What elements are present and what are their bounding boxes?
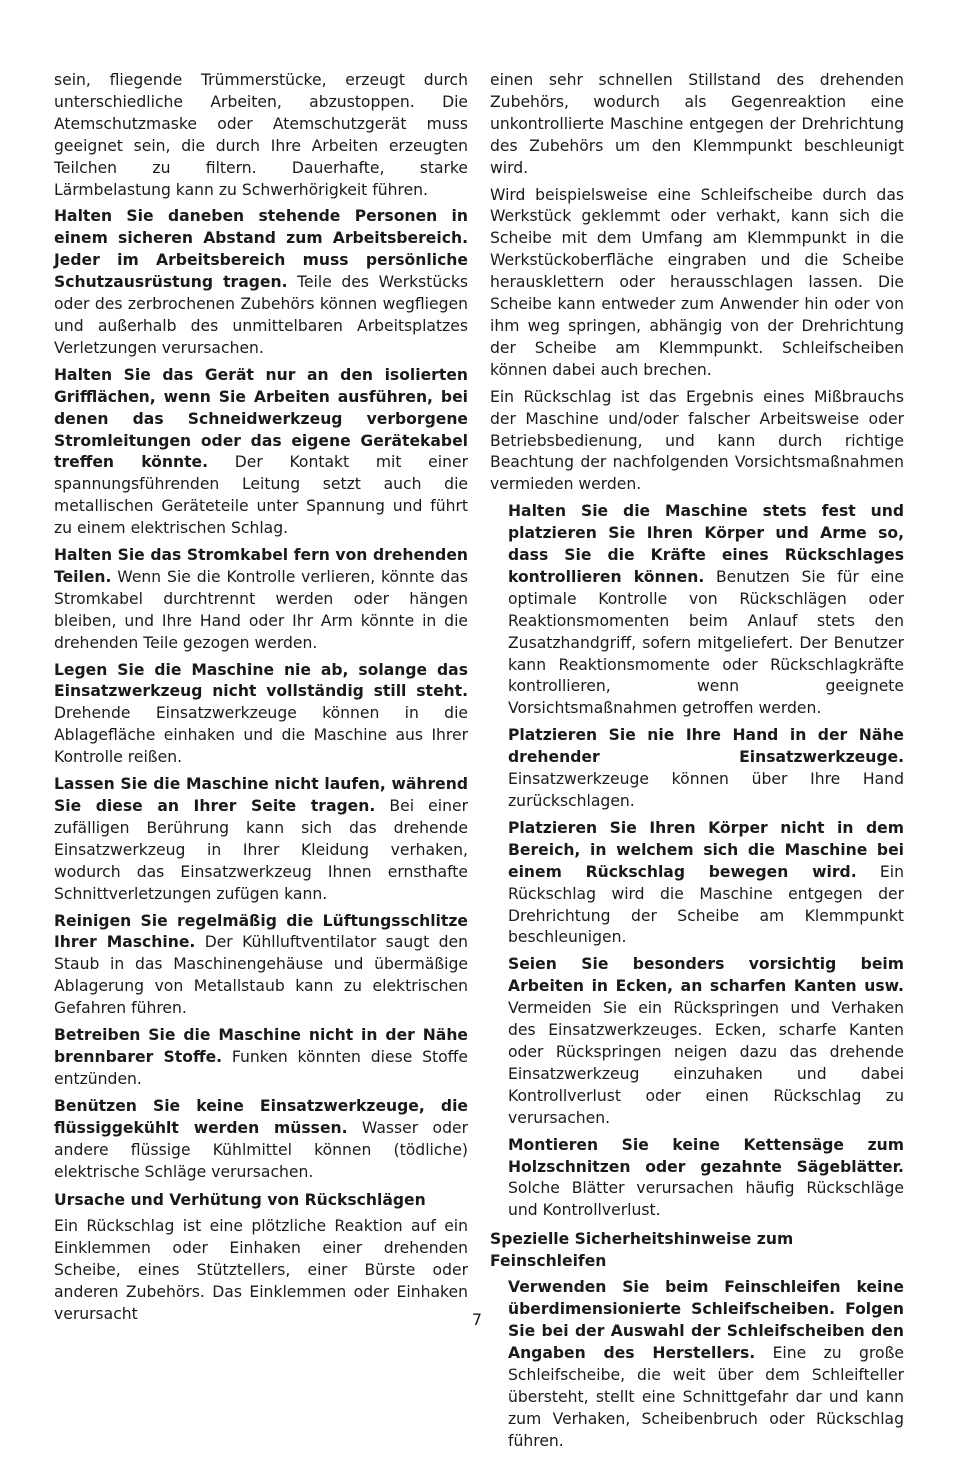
item-text: Benutzen Sie für eine optimale Kontrolle von Rückschlägen oder Reaktionsmomenten beim Anlauf stets den Zusatzhandgriff, sofern mitgeliefert. Der Benutzer kann Reaktionsmomente oder Rückschlagkräfte kontrollieren, wenn geeignete Vorsichtsmaßnahmen getroffen werden.: [508, 567, 904, 718]
list-item: [54, 911, 468, 1021]
bold-lead: Halten Sie daneben stehende Personen in einem sicheren Abstand zum Arbeitsbereich. Jeder im Arbeitsbereich muss persönliche Schutzausrüstung tragen.: [54, 207, 468, 292]
item-text: Wasser oder andere flüssige Kühlmittel können (tödliche) elektrische Schläge verursachen.: [54, 1118, 468, 1181]
list-item: [490, 725, 904, 813]
paragraph: Ein Rückschlag ist das Ergebnis eines Mißbrauchs der Maschine und/oder falscher Arbeitsweise oder Betriebsbedienung, und kann durch richtige Beachtung der nachfolgenden Vorsichtsmaßnahmen vermieden werden.: [490, 387, 904, 494]
bold-lead: Reinigen Sie regelmäßig die Lüftungsschlitze Ihrer Maschine.: [54, 911, 468, 952]
left-column: [54, 70, 468, 1331]
list-item: [490, 1135, 904, 1223]
list-item: [54, 1096, 468, 1184]
paragraph: einen sehr schnellen Stillstand des drehenden Zubehörs, wodurch als Gegenreaktion eine unkontrollierte Maschine entgegen der Drehrichtung des Zubehörs um den Klemmpunkt beschleunigt wird.: [490, 71, 904, 177]
bold-lead: Platzieren Sie Ihren Körper nicht in dem Bereich, in welchem sich die Maschine bei einem Rückschlag bewegen wird.: [508, 818, 904, 881]
list-item: [54, 365, 468, 540]
page-number: 7: [471, 1310, 483, 1329]
section-heading: Ursache und Verhütung von Rückschlägen: [54, 1191, 426, 1210]
bold-lead: Betreiben Sie die Maschine nicht in der Nähe brennbarer Stoffe.: [54, 1026, 468, 1066]
bold-lead: Platzieren Sie nie Ihre Hand in der Nähe drehender Einsatzwerkzeuge.: [508, 726, 904, 767]
item-text: Drehende Einsatzwerkzeuge können in die Ablagefläche einhaken und die Maschine aus Ihrer Kontrolle reißen.: [54, 704, 468, 767]
list-item: [54, 1025, 468, 1091]
right-column: [490, 70, 904, 1457]
paragraph: Wird beispielsweise eine Schleifscheibe durch das Werkstück geklemmt oder verhakt, kann sich die Scheibe mit dem Umfang am Klemmpunkt in die Werkstückoberfläche eingraben und die Scheibe herausklettern oder herausschlagen lassen. Die Scheibe kann entweder zum Anwender hin oder von ihm weg springen, abhängig von der Drehrichtung der Scheibe am Klemmpunkt. Schleifscheiben können dabei auch brechen.: [490, 185, 904, 379]
list-item: [54, 206, 468, 359]
bold-lead: Halten Sie das Stromkabel fern von drehenden Teilen.: [54, 546, 468, 586]
list-item: [54, 774, 468, 905]
item-text: Solche Blätter verursachen häufig Rückschläge und Kontrollverlust.: [508, 1179, 904, 1220]
list-item: [490, 501, 904, 720]
section-heading: Spezielle Sicherheitshinweise zum Feinschleifen: [490, 1230, 794, 1271]
list-item: [490, 1277, 904, 1452]
item-text: Der Kühlluftventilator saugt den Staub in das Maschinengehäuse und übermäßige Ablagerung von Metallstaub kann zu elektrischen Gefahren führen.: [54, 933, 468, 1018]
item-text: Teile des Werkstücks oder des zerbrochenen Zubehörs können wegfliegen und außerhalb des unmittelbaren Arbeitsplatzes Verletzungen verursachen.: [54, 273, 468, 357]
item-text: Funken könnten diese Stoffe entzünden.: [54, 1047, 468, 1088]
paragraph: Ein Rückschlag ist eine plötzliche Reaktion auf ein Einklemmen oder Einhaken einer drehenden Scheibe, eines Stütztellers, einer Bürste oder anderen Zubehörs. Das Einklemmen oder Einhaken verursacht: [54, 1217, 468, 1324]
bold-lead: Benützen Sie keine Einsatzwerkzeuge, die flüssiggekühlt werden müssen.: [54, 1096, 468, 1137]
list-item: [54, 660, 468, 770]
item-text: Vermeiden Sie ein Rückspringen und Verhaken des Einsatzwerkzeuges. Ecken, scharfe Kanten oder Rückspringen neigen dazu das drehende Einsatzwerkzeug einzuhaken und dabei Kontrollverlust oder einen Rückschlag zu verursachen.: [508, 999, 904, 1127]
bold-lead: Legen Sie die Maschine nie ab, solange das Einsatzwerkzeug nicht vollständig still steht.: [54, 660, 468, 701]
item-text: Der Kontakt mit einer spannungsführenden Leitung setzt auch die metallischen Geräteteile unter Spannung und führt zu einem elektrischen Schlag.: [54, 453, 468, 538]
bold-lead: Montieren Sie keine Kettensäge zum Holzschnitzen oder gezahnte Sägeblätter.: [508, 1135, 904, 1176]
paragraph: sein, fliegende Trümmerstücke, erzeugt durch unterschiedliche Arbeiten, abzustoppen. Die Atemschutzmaske oder Atemschutzgerät muss geeignet sein, die durch Ihre Arbeiten erzeugten Teilchen zu filtern. Dauerhafte, starke Lärmbelastung kann zu Schwerhörigkeit führen.: [54, 71, 468, 199]
bold-lead: Halten Sie die Maschine stets fest und platzieren Sie Ihren Körper und Arme so, dass Sie die Kräfte eines Rückschlages kontrollieren können.: [508, 502, 904, 586]
item-text: Ein Rückschlag wird die Maschine entgegen der Drehrichtung der Scheibe am Klemmpunkt beschleunigen.: [508, 862, 904, 947]
bold-lead: Verwenden Sie beim Feinschleifen keine überdimensionierte Schleifscheiben. Folgen Sie bei der Auswahl der Schleifscheiben den Angaben des Herstellers.: [508, 1278, 904, 1362]
list-item: [490, 954, 904, 1129]
list-item: [54, 545, 468, 655]
item-text: Einsatzwerkzeuge können über Ihre Hand zurückschlagen.: [508, 770, 904, 810]
bold-lead: Halten Sie das Gerät nur an den isolierten Grifflächen, wenn Sie Arbeiten ausführen, bei denen das Schneidwerkzeug verborgene Stromleitungen oder das eigene Gerätekabel treffen könnte.: [54, 365, 468, 472]
item-text: Bei einer zufälligen Berührung kann sich das drehende Einsatzwerkzeug in Ihrer Kleidung verhaken, wodurch das Einsatzwerkzeug Ihnen ernsthafte Schnittverletzungen zufügen kann.: [54, 797, 468, 903]
bold-lead: Seien Sie besonders vorsichtig beim Arbeiten in Ecken, an scharfen Kanten usw.: [508, 955, 904, 996]
item-text: Eine zu große Schleifscheibe, die weit über dem Schleifteller übersteht, stellt eine Schnittgefahr dar und kann zum Verhaken, Scheibenbruch oder Rückschlag führen.: [508, 1343, 904, 1450]
bold-lead: Lassen Sie die Maschine nicht laufen, während Sie diese an Ihrer Seite tragen.: [54, 775, 468, 815]
item-text: Wenn Sie die Kontrolle verlieren, könnte das Stromkabel durchtrennt werden oder hängen bleiben, und Ihre Hand oder Ihr Arm könnte in die drehenden Teile gezogen werden.: [54, 567, 468, 652]
list-item: [490, 818, 904, 949]
